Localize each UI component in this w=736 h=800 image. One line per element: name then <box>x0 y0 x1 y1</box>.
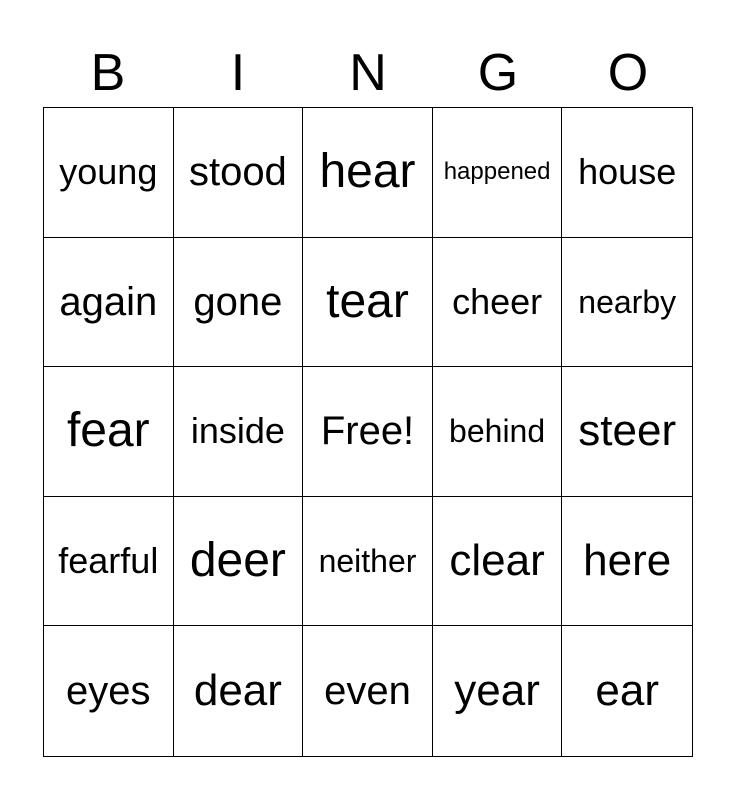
bingo-cell[interactable]: young <box>44 108 174 238</box>
bingo-header <box>43 40 693 106</box>
bingo-cell[interactable]: tear <box>303 238 433 368</box>
bingo-cell[interactable]: house <box>562 108 692 238</box>
bingo-cell[interactable]: fearful <box>44 497 174 627</box>
bingo-cell[interactable]: again <box>44 238 174 368</box>
header-letter-g: G <box>477 44 519 102</box>
bingo-cell[interactable]: clear <box>433 497 563 627</box>
bingo-cell[interactable]: eyes <box>44 626 174 756</box>
bingo-cell[interactable]: fear <box>44 367 174 497</box>
bingo-cell[interactable]: inside <box>174 367 304 497</box>
bingo-cell[interactable]: cheer <box>433 238 563 368</box>
bingo-cell[interactable]: dear <box>174 626 304 756</box>
header-letter-b: B <box>90 44 126 102</box>
bingo-cell[interactable]: neither <box>303 497 433 627</box>
header-letter-n: N <box>349 44 387 102</box>
bingo-cell[interactable]: steer <box>562 367 692 497</box>
bingo-cell[interactable]: happened <box>433 108 563 238</box>
bingo-cell[interactable]: gone <box>174 238 304 368</box>
bingo-cell[interactable]: ear <box>595 666 659 716</box>
bingo-card-grid <box>43 107 693 757</box>
bingo-cell[interactable]: hear <box>303 108 433 238</box>
bingo-cell[interactable]: here <box>562 497 692 627</box>
bingo-cell-free-space[interactable]: Free! <box>303 367 433 497</box>
bingo-cell[interactable]: nearby <box>562 238 692 368</box>
bingo-cell[interactable]: deer <box>174 497 304 627</box>
bingo-cell[interactable]: stood <box>174 108 304 238</box>
bingo-cell[interactable]: behind <box>433 367 563 497</box>
bingo-cell[interactable]: year <box>433 626 563 756</box>
bingo-cell[interactable]: even <box>303 626 433 756</box>
header-letter-i: I <box>230 44 246 102</box>
header-letter-o: O <box>607 44 649 102</box>
